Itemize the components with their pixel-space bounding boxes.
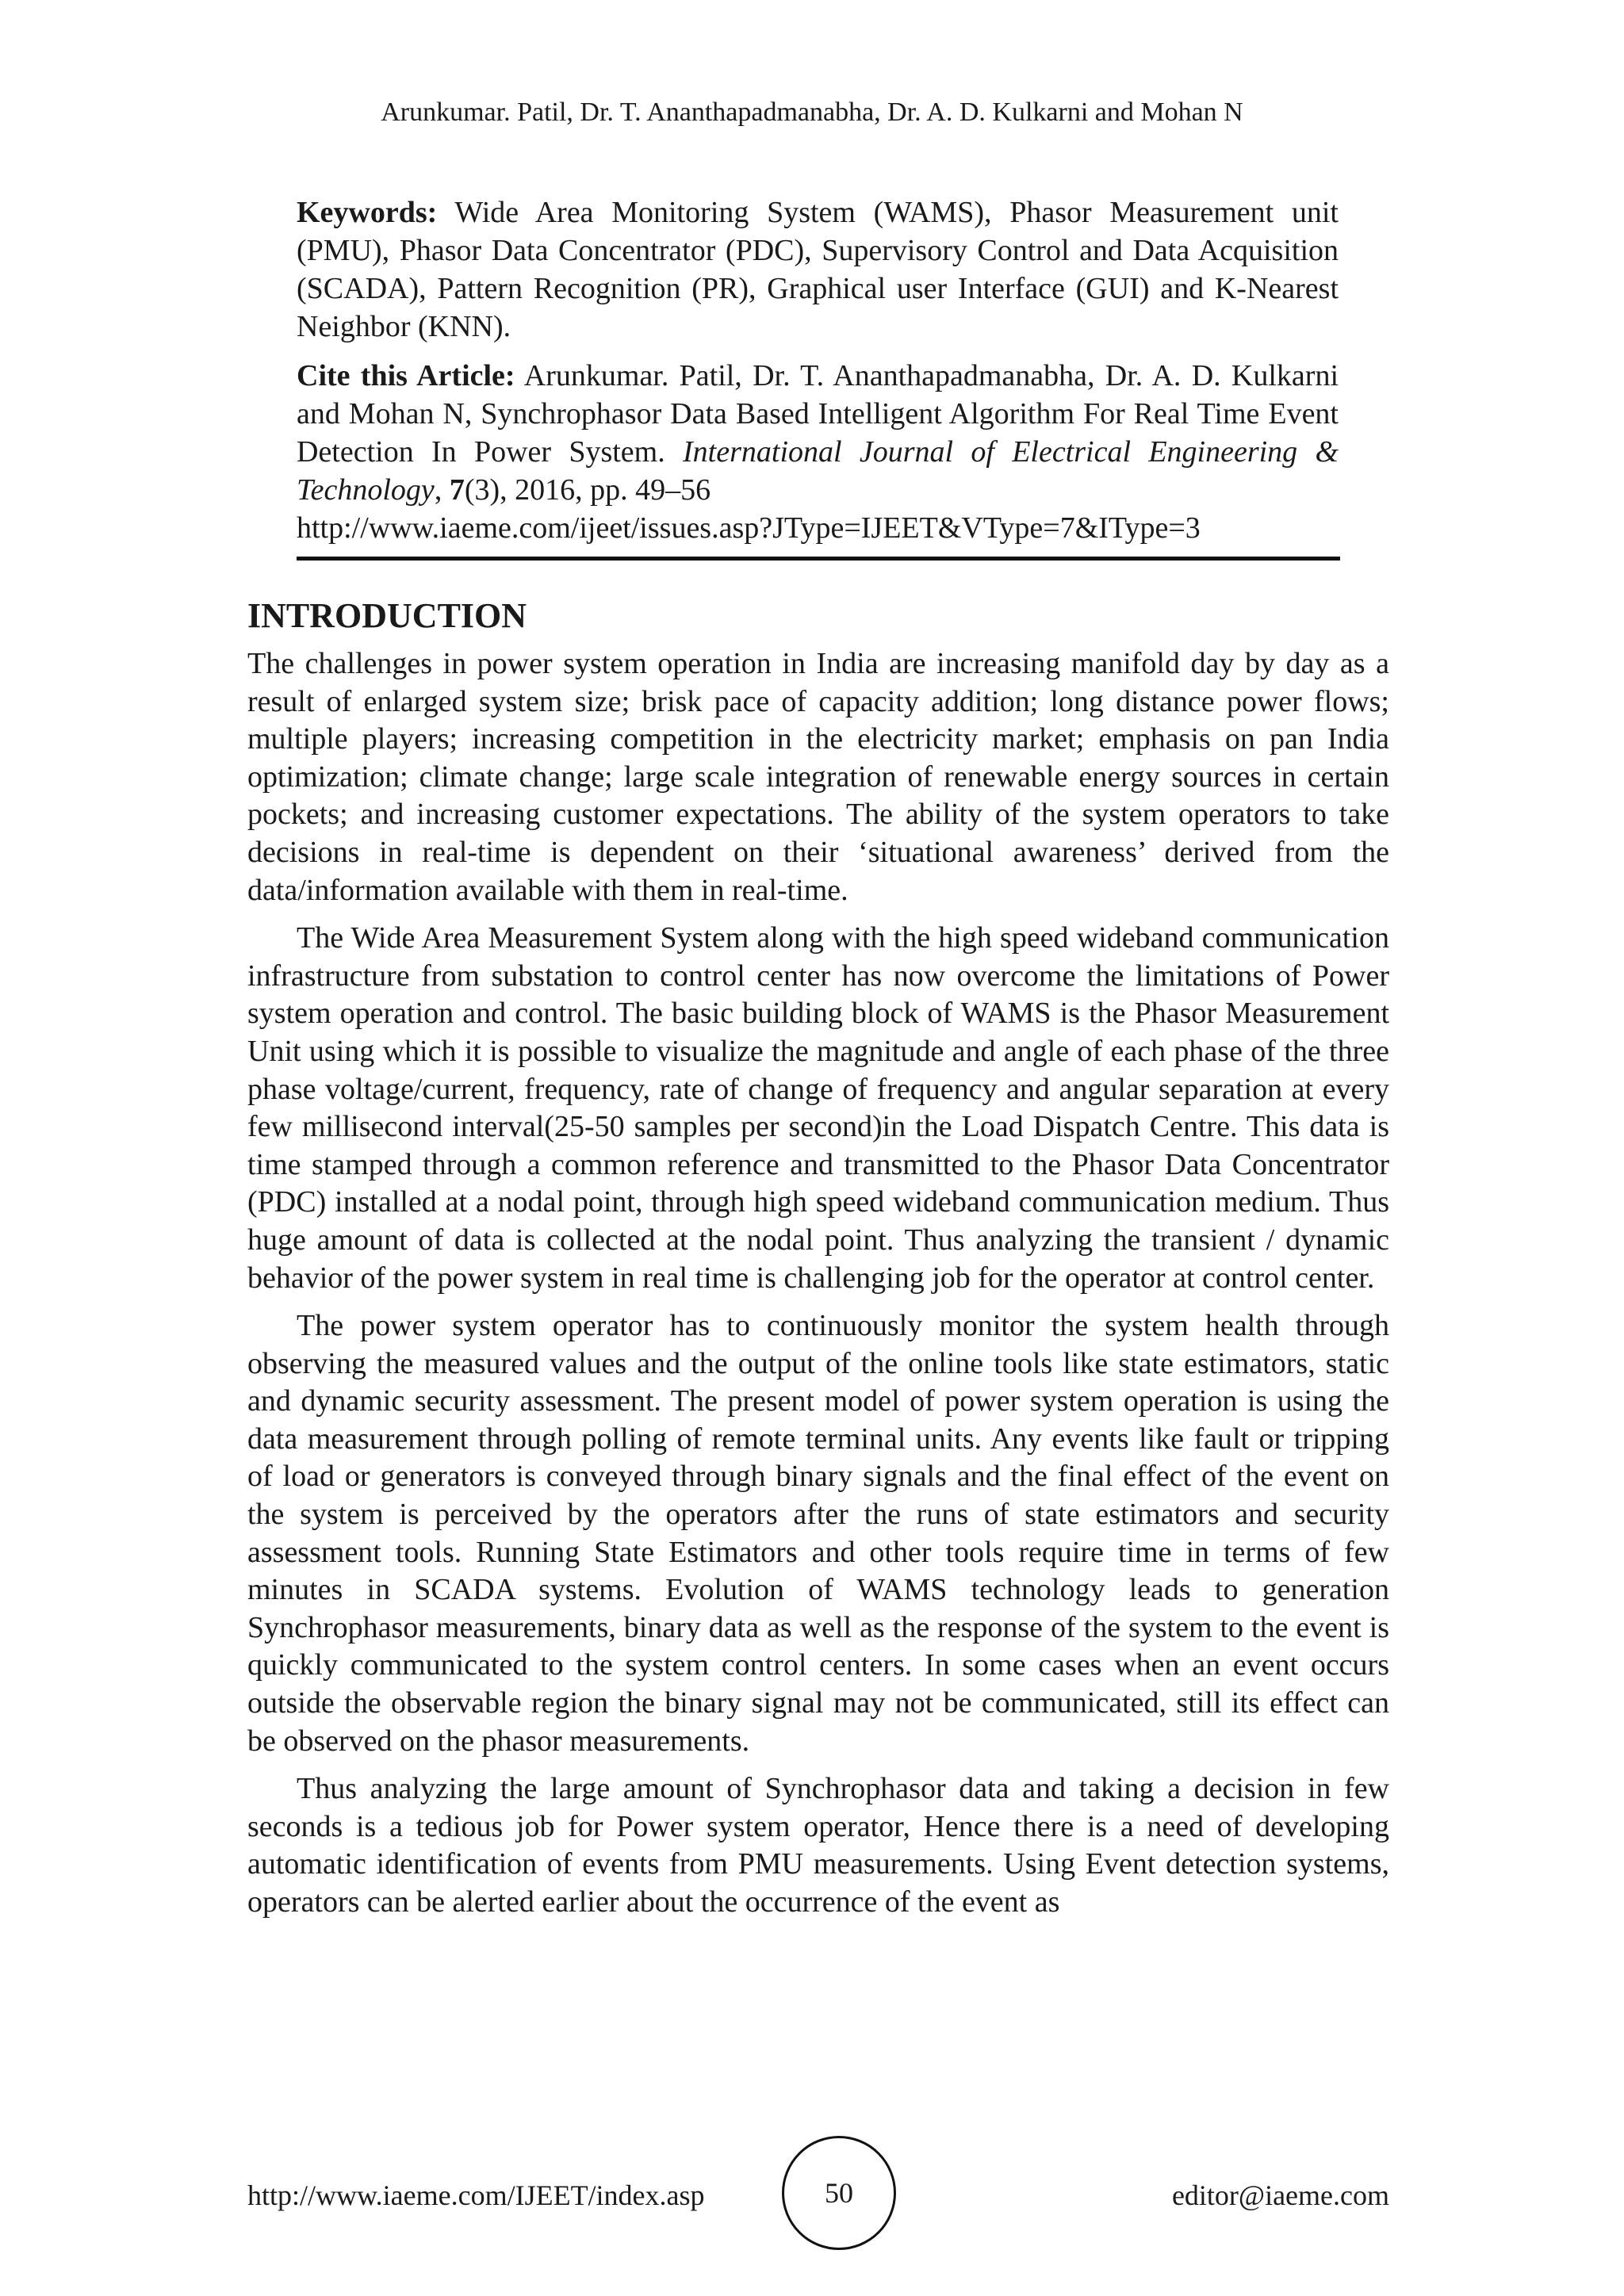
abstract-divider <box>297 557 1340 561</box>
body-text <box>247 645 1389 1932</box>
keywords-text: Wide Area Monitoring System (WAMS), Phasor Measurement unit (PMU), Phasor Data Concentrator (PDC), Supervisory Control and Data Acquisition (SCADA), Pattern Recognition (PR), Graphical user Interface (GUI) and K-Nearest Neighbor (KNN). <box>297 196 1339 343</box>
cite-issue-pages: (3), 2016, pp. 49–56 <box>464 473 711 507</box>
footer-url-link[interactable]: http://www.iaeme.com/IJEET/index.asp <box>247 2179 705 2211</box>
abstract-block <box>297 193 1339 558</box>
footer-email-link[interactable]: editor@iaeme.com <box>1171 2179 1389 2211</box>
keywords-paragraph <box>297 193 1339 346</box>
section-heading: INTRODUCTION <box>247 596 527 635</box>
body-paragraph-1: The challenges in power system operation in India are increasing manifold day by day as a result of enlarged system size; brisk pace of capacity addition; long distance power flows; multiple players; increasing competition in the electricity market; emphasis on pan India optimization; climate change; large scale integration of renewable energy sources in certain pockets; and increasing customer expectations. The ability of the system operators to take decisions in real-time is dependent on their ‘situational awareness’ derived from the data/information available with them in real-time. <box>247 647 1389 907</box>
keywords-label: Keywords: <box>297 196 438 229</box>
body-paragraph-2: The Wide Area Measurement System along with the high speed wideband communication infrastructure from substation to control center has now overcome the limitations of Power system operation and control. The basic building block of WAMS is the Phasor Measurement Unit using which it is possible to visualize the magnitude and angle of each phase of the three phase voltage/current, frequency, rate of change of frequency and angular separation at every few millisecond interval(25-50 samples per second)in the Load Dispatch Centre. This data is time stamped through a common reference and transmitted to the Phasor Data Concentrator (PDC) installed at a nodal point, through high speed wideband communication medium. Thus huge amount of data is collected at the nodal point. Thus analyzing the transient / dynamic behavior of the power system in real time is challenging job for the operator at control center. <box>247 921 1389 1295</box>
page-number: 50 <box>825 2177 853 2209</box>
body-paragraph-4: Thus analyzing the large amount of Synchrophasor data and taking a decision in few seconds is a tedious job for Power system operator, Hence there is a need of developing automatic identification of events from PMU measurements. Using Event detection systems, operators can be alerted earlier about the occurrence of the event as <box>247 1772 1389 1919</box>
cite-text: Arunkumar. Patil, Dr. T. Ananthapadmanabha, Dr. A. D. Kulkarni and Mohan N, Synchrophasor Data Based Intelligent Algorithm For Real Time Event Detection In Power System. <box>297 359 1339 469</box>
running-head: Arunkumar. Patil, Dr. T. Ananthapadmanabha, Dr. A. D. Kulkarni and Mohan N <box>381 98 1243 127</box>
body-paragraph-3: The power system operator has to continuously monitor the system health through observing the measured values and the output of the online tools like state estimators, static and dynamic security assessment. The present model of power system operation is using the data measurement through polling of remote terminal units. Any events like fault or tripping of load or generators is conveyed through binary signals and the final effect of the event on the system is perceived by the operators after the runs of state estimators and security assessment tools. Running State Estimators and other tools require time in terms of few minutes in SCADA systems. Evolution of WAMS technology leads to generation Synchrophasor measurements, binary data as well as the response of the system to the event is quickly communicated to the system control centers. In some cases when an event occurs outside the observable region the binary signal may not be communicated, still its effect can be observed on the phasor measurements. <box>247 1309 1389 1758</box>
cite-volume: 7 <box>449 473 465 507</box>
citation-paragraph: Cite this Article: Arunkumar. Patil, Dr. T. Ananthapadmanabha, Dr. A. D. Kulkarni and Mohan N, Synchrophasor Data Based Intelligent Algorithm For Real Time Event Detection In Power System. International Journal of Electrical Engineering & Technology, 7(3), 2016, pp. 49–56 http://www.iaeme.com/ijeet/issues.asp?JType=IJEET&VType=7&IType=3 <box>297 357 1339 547</box>
cite-label: Cite this Article: <box>297 359 515 392</box>
cite-journal: International Journal of Electrical Engineering & Technology <box>297 435 1339 507</box>
page-number-badge <box>782 2136 896 2250</box>
cite-url-link[interactable]: http://www.iaeme.com/ijeet/issues.asp?JType=IJEET&VType=7&IType=3 <box>297 511 1201 545</box>
